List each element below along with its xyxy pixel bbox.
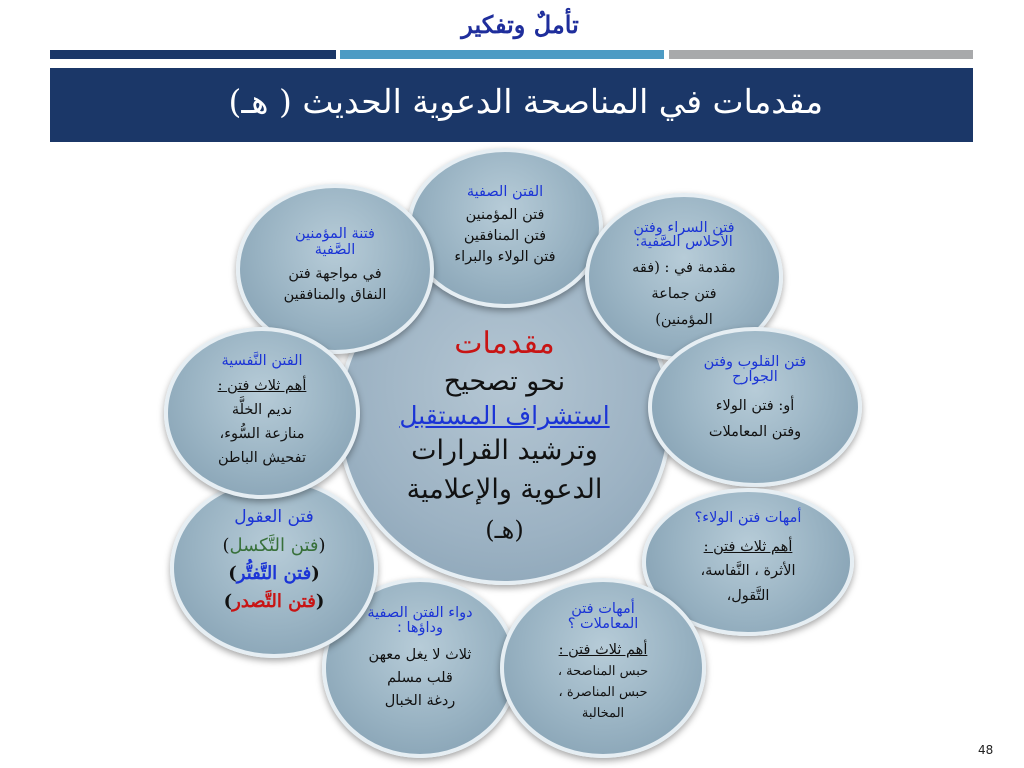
circle-top-left-line-1: في مواجهة فتن: [288, 266, 382, 282]
header-bar-dark: [50, 50, 336, 59]
slide-title: مقدمات في المناصحة الدعوية الحديث ( هـ): [228, 82, 823, 121]
circle-top-right-line-3: المؤمنين): [655, 312, 713, 328]
circle-top-right-line-1: مقدمة في : (فقه: [632, 260, 736, 276]
header-bar-gray: [669, 50, 973, 59]
circle-bottom-left-line-3: ردغة الخبال: [384, 693, 456, 709]
circle-bottom-heading: أمهات فتن المعاملات ؟: [567, 601, 639, 632]
center-content: [341, 324, 668, 550]
circle-left-bottom-heading: فتن العقول: [234, 507, 314, 527]
circle-left-bottom-item-2: فتن التَّفتُّر: [236, 563, 312, 584]
center-heading: مقدمات: [454, 326, 555, 361]
page-number: 48: [978, 743, 994, 757]
circle-left-bottom-item-1: فتن التَّكسل: [229, 535, 319, 556]
circle-bottom-right-line-1: أهم ثلاث فتن :: [703, 539, 793, 555]
center-line-3: وترشيد القرارات: [411, 435, 598, 466]
circle-top-line-3: فتن الولاء والبراء: [454, 249, 556, 265]
circle-top-left-line-2: النفاق والمنافقين: [283, 287, 387, 303]
circle-bottom-right-line-2: الأثرة ، النَّفاسة،: [700, 563, 796, 579]
circle-left-heading: الفتن النَّفسية: [221, 353, 303, 369]
title-banner: [50, 68, 973, 142]
circle-top-heading: الفتن الصفية: [466, 184, 544, 200]
circle-bottom-line-2: حبس المناصحة ،: [557, 664, 649, 679]
top-heading: تأملٌ وتفكير: [461, 10, 579, 39]
circle-left-line-2: نديم الخلَّة: [231, 402, 293, 418]
circle-top: [407, 148, 603, 308]
circle-left-bottom: [170, 478, 378, 658]
circle-bottom-left-line-2: قلب مسلم: [387, 670, 453, 686]
circle-left-bottom-item-1-row: (فتن التَّكسل): [222, 535, 326, 556]
circle-top-right-line-2: فتن جماعة: [651, 286, 717, 302]
circle-top-line-1: فتن المؤمنين: [465, 207, 545, 223]
center-line-2: استشراف المستقبل: [399, 401, 610, 430]
header-bar-light: [340, 50, 664, 59]
circle-bottom-right-heading: أمهات فتن الولاء؟: [694, 510, 802, 526]
circle-left-bottom-item-2-row: (فتن التَّفتُّر): [228, 563, 320, 584]
circle-left-line-4: تفحيش الباطن: [217, 450, 307, 466]
circle-right-line-1: أو: فتن الولاء: [715, 398, 795, 414]
circle-bottom-line-4: المخالبة: [581, 706, 625, 721]
circle-bottom-left-line-1: ثلاث لا يغل معهن: [368, 647, 472, 663]
circle-top-left-heading: فتنة المؤمنين الصَّفية: [295, 226, 375, 258]
circle-bottom: [500, 578, 706, 758]
circle-left-bottom-item-3: فتن التَّصدر: [232, 591, 316, 612]
circle-bottom-left-heading: دواء الفتن الصفية وداؤها :: [367, 605, 473, 636]
circle-left: [164, 327, 360, 499]
circle-left-bottom-item-3-row: (فتن التَّصدر): [223, 591, 325, 612]
circle-right: [648, 327, 862, 487]
circle-bottom-line-3: حبس المناصرة ،: [558, 685, 648, 700]
circle-left-line-1: أهم ثلاث فتن :: [217, 378, 307, 394]
circle-right-line-2: وفتن المعاملات: [708, 424, 802, 440]
circle-right-heading: فتن القلوب وفتن الجوارح: [703, 354, 807, 385]
center-line-5: (هـ): [485, 516, 524, 544]
center-line-1: نحو تصحيح: [443, 366, 566, 397]
circle-top-right-heading: فتن السراء وفتن الأحلاس الصَّفية:: [633, 220, 735, 250]
circle-top-line-2: فتن المنافقين: [463, 228, 547, 244]
circle-bottom-right-line-3: التَّقول،: [726, 588, 770, 604]
circle-bottom-line-1: أهم ثلاث فتن :: [558, 642, 648, 658]
circle-left-line-3: منازعة السُّوء،: [219, 426, 305, 442]
center-line-4: الدعوية والإعلامية: [406, 474, 603, 505]
